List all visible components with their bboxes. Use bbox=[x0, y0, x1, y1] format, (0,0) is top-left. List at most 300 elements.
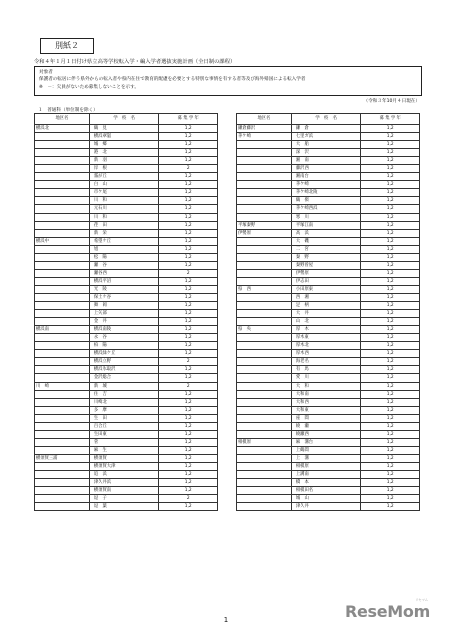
district-cell bbox=[237, 189, 292, 197]
school-cell: 大和東 bbox=[291, 406, 361, 414]
logo-ruby: リセマム bbox=[415, 598, 428, 602]
table-row bbox=[237, 495, 420, 503]
years-cell: 1,2 bbox=[159, 173, 218, 181]
school-cell: 金 井 bbox=[89, 318, 159, 326]
years-cell: 1,2 bbox=[159, 334, 218, 342]
resemom-logo bbox=[344, 600, 430, 622]
years-cell: 1,2 bbox=[361, 133, 420, 141]
school-cell: 上 溝 bbox=[291, 454, 361, 462]
district-cell bbox=[35, 438, 90, 446]
section-title: １ 普通科（単位制を除く） bbox=[38, 108, 98, 113]
table-row bbox=[35, 366, 218, 374]
years-cell: 1,2 bbox=[159, 487, 218, 495]
school-cell: 大 磯 bbox=[291, 237, 361, 245]
table-row bbox=[237, 390, 420, 398]
district-cell bbox=[237, 350, 292, 358]
school-cell: 秦野曽屋 bbox=[291, 261, 361, 269]
district-cell bbox=[35, 390, 90, 398]
school-cell: 金沢総合 bbox=[89, 374, 159, 382]
district-cell bbox=[35, 503, 90, 511]
district-cell bbox=[237, 430, 292, 438]
years-cell: 1,2 bbox=[159, 205, 218, 213]
district-cell bbox=[35, 479, 90, 487]
years-cell: 1,2 bbox=[361, 446, 420, 454]
header-district: 地区名 bbox=[35, 114, 90, 125]
table-row bbox=[237, 221, 420, 229]
school-cell: 鶴 見 bbox=[89, 125, 159, 133]
table-row bbox=[35, 125, 218, 133]
table-row bbox=[35, 133, 218, 141]
table-row bbox=[237, 334, 420, 342]
district-cell bbox=[35, 350, 90, 358]
school-cell: 相模原 bbox=[291, 462, 361, 470]
table-row bbox=[237, 141, 420, 149]
school-cell: 津久井 bbox=[291, 503, 361, 511]
school-cell: 湘南台 bbox=[291, 173, 361, 181]
district-cell: 平塚秦野 bbox=[237, 221, 292, 229]
school-cell: 松 陽 bbox=[89, 253, 159, 261]
district-cell: 伊勢原 bbox=[237, 229, 292, 237]
years-cell: 1,2 bbox=[361, 277, 420, 285]
table-row bbox=[237, 245, 420, 253]
table-row bbox=[35, 414, 218, 422]
years-cell: 1,2 bbox=[361, 173, 420, 181]
notice-line-1: 保護者の転居に伴う県外からの転入者や県内在住で教育的配慮を必要とする特別な事情を有する者等及び海外帰国による転入学者 bbox=[39, 77, 306, 82]
table-row bbox=[35, 342, 218, 350]
table-row bbox=[35, 358, 218, 366]
years-cell: 1,2 bbox=[361, 165, 420, 173]
school-cell: 旭 bbox=[89, 245, 159, 253]
district-cell bbox=[35, 245, 90, 253]
district-cell bbox=[35, 334, 90, 342]
district-cell bbox=[35, 446, 90, 454]
years-cell: 1,2 bbox=[159, 133, 218, 141]
years-cell: 1,2 bbox=[361, 237, 420, 245]
district-cell bbox=[237, 302, 292, 310]
school-cell: 伊勢原 bbox=[291, 269, 361, 277]
table-row bbox=[35, 398, 218, 406]
years-cell: 1,2 bbox=[159, 318, 218, 326]
years-cell: 1,2 bbox=[361, 454, 420, 462]
table-row bbox=[237, 181, 420, 189]
years-cell: 1,2 bbox=[159, 479, 218, 487]
school-cell: 追 浜 bbox=[89, 471, 159, 479]
school-cell: 逗 子 bbox=[89, 495, 159, 503]
years-cell: 1,2 bbox=[159, 454, 218, 462]
table-row bbox=[35, 422, 218, 430]
years-cell: 1,2 bbox=[361, 422, 420, 430]
district-cell bbox=[237, 390, 292, 398]
school-cell: 川 和 bbox=[89, 197, 159, 205]
school-cell: 鶴 嶺 bbox=[291, 197, 361, 205]
table-row bbox=[237, 205, 420, 213]
years-cell: 1,2 bbox=[361, 221, 420, 229]
district-cell bbox=[35, 430, 90, 438]
table-row bbox=[35, 479, 218, 487]
table-row bbox=[237, 269, 420, 277]
table-row bbox=[237, 430, 420, 438]
school-cell: 七里ガ浜 bbox=[291, 133, 361, 141]
district-cell bbox=[237, 269, 292, 277]
district-cell bbox=[35, 253, 90, 261]
table-row bbox=[35, 269, 218, 277]
district-cell bbox=[35, 269, 90, 277]
table-row bbox=[35, 237, 218, 245]
table-row bbox=[237, 358, 420, 366]
years-cell: 1,2 bbox=[361, 197, 420, 205]
years-cell: 1,2 bbox=[159, 229, 218, 237]
district-cell bbox=[237, 277, 292, 285]
years-cell: 1,2 bbox=[361, 285, 420, 293]
school-cell: 小田原東 bbox=[291, 285, 361, 293]
school-cell: 平塚江南 bbox=[291, 221, 361, 229]
years-cell: 1,2 bbox=[159, 430, 218, 438]
district-cell bbox=[237, 471, 292, 479]
district-cell bbox=[35, 157, 90, 165]
years-cell: 1,2 bbox=[361, 189, 420, 197]
years-cell: 1,2 bbox=[159, 221, 218, 229]
table-row bbox=[35, 173, 218, 181]
district-cell bbox=[237, 157, 292, 165]
district-cell bbox=[237, 181, 292, 189]
table-row bbox=[237, 479, 420, 487]
school-cell: 高 浜 bbox=[291, 229, 361, 237]
years-cell: 1,2 bbox=[361, 141, 420, 149]
years-cell: 1,2 bbox=[361, 487, 420, 495]
table-row bbox=[237, 293, 420, 301]
table-row bbox=[237, 237, 420, 245]
table-row bbox=[237, 382, 420, 390]
school-cell: 瀬谷西 bbox=[89, 269, 159, 277]
table-row bbox=[237, 165, 420, 173]
years-cell: 1,2 bbox=[361, 390, 420, 398]
school-cell: 厚 木 bbox=[291, 326, 361, 334]
school-cell: 瀬 谷 bbox=[89, 261, 159, 269]
years-cell: 1,2 bbox=[361, 293, 420, 301]
district-cell bbox=[35, 414, 90, 422]
school-cell: 霧が丘 bbox=[89, 173, 159, 181]
as-of-date: （令和３年10月４日現在） bbox=[363, 99, 420, 104]
school-cell: 横須賀南 bbox=[89, 487, 159, 495]
years-cell: 1,2 bbox=[361, 181, 420, 189]
table-row bbox=[35, 350, 218, 358]
district-cell bbox=[237, 503, 292, 511]
years-cell: 1,2 bbox=[159, 462, 218, 470]
district-cell: 横浜南 bbox=[35, 326, 90, 334]
logo-text: ReseMom bbox=[344, 602, 430, 621]
table-row bbox=[35, 318, 218, 326]
school-cell: 逗 葉 bbox=[89, 503, 159, 511]
school-cell: 綾 瀬 bbox=[291, 422, 361, 430]
district-cell bbox=[35, 422, 90, 430]
years-cell: 1,2 bbox=[159, 253, 218, 261]
district-cell: 茅ケ崎 bbox=[237, 133, 292, 141]
years-cell: 1,2 bbox=[159, 141, 218, 149]
page-number: 1 bbox=[223, 616, 229, 624]
school-cell: 上鶴間 bbox=[291, 446, 361, 454]
table-row bbox=[237, 414, 420, 422]
school-cell: 舞 岡 bbox=[89, 302, 159, 310]
school-cell: 山 北 bbox=[291, 318, 361, 326]
district-cell bbox=[35, 366, 90, 374]
years-cell: 1,2 bbox=[361, 245, 420, 253]
years-cell: 1,2 bbox=[159, 302, 218, 310]
district-cell bbox=[35, 197, 90, 205]
district-cell bbox=[35, 318, 90, 326]
years-cell: 1,2 bbox=[159, 310, 218, 318]
years-cell: 1,2 bbox=[159, 406, 218, 414]
years-cell: 1,2 bbox=[361, 253, 420, 261]
table-row bbox=[237, 149, 420, 157]
document-title: 令和４年１月１日付け県立高等学校転入学・編入学者選抜実施計画（全日制の課程） bbox=[34, 59, 236, 65]
years-cell: 1,2 bbox=[159, 285, 218, 293]
school-cell: 生田東 bbox=[89, 430, 159, 438]
years-cell: 2 bbox=[159, 495, 218, 503]
table-row bbox=[237, 350, 420, 358]
years-cell: 1,2 bbox=[361, 342, 420, 350]
school-table-left bbox=[34, 113, 218, 511]
years-cell: 1,2 bbox=[361, 438, 420, 446]
table-row bbox=[35, 293, 218, 301]
table-row bbox=[237, 462, 420, 470]
table-row bbox=[237, 454, 420, 462]
school-cell: 生 田 bbox=[89, 414, 159, 422]
years-cell: 1,2 bbox=[361, 366, 420, 374]
district-cell bbox=[35, 406, 90, 414]
district-cell bbox=[35, 149, 90, 157]
district-cell bbox=[237, 406, 292, 414]
years-cell: 1,2 bbox=[159, 398, 218, 406]
table-row bbox=[35, 326, 218, 334]
table-row bbox=[35, 285, 218, 293]
district-cell bbox=[237, 342, 292, 350]
table-row bbox=[237, 326, 420, 334]
years-cell: 1,2 bbox=[159, 245, 218, 253]
school-cell: 城 郷 bbox=[89, 141, 159, 149]
school-cell: 寒 川 bbox=[291, 213, 361, 221]
district-cell bbox=[35, 133, 90, 141]
years-cell: 1,2 bbox=[361, 503, 420, 511]
years-cell: 1,2 bbox=[159, 125, 218, 133]
school-cell: 海老名 bbox=[291, 358, 361, 366]
district-cell bbox=[35, 358, 90, 366]
years-cell: 1,2 bbox=[159, 350, 218, 358]
table-row bbox=[35, 181, 218, 189]
table-row bbox=[237, 342, 420, 350]
years-cell: 1,2 bbox=[159, 414, 218, 422]
district-cell bbox=[35, 181, 90, 189]
district-cell bbox=[35, 213, 90, 221]
table-row bbox=[35, 213, 218, 221]
table-row bbox=[237, 173, 420, 181]
school-cell: 藤沢西 bbox=[291, 165, 361, 173]
table-row bbox=[237, 197, 420, 205]
school-cell: 厚木西 bbox=[291, 350, 361, 358]
table-row bbox=[237, 406, 420, 414]
district-cell: 相模原 bbox=[237, 438, 292, 446]
years-cell: 1,2 bbox=[159, 293, 218, 301]
years-cell: 1,2 bbox=[361, 326, 420, 334]
school-cell: 大 船 bbox=[291, 141, 361, 149]
school-cell: 保土ケ谷 bbox=[89, 293, 159, 301]
table-row bbox=[237, 285, 420, 293]
years-cell: 1,2 bbox=[159, 326, 218, 334]
district-cell bbox=[237, 293, 292, 301]
years-cell: 1,2 bbox=[361, 462, 420, 470]
years-cell: 1,2 bbox=[159, 157, 218, 165]
district-cell bbox=[237, 487, 292, 495]
sheet-label: 別紙２ bbox=[40, 38, 94, 54]
years-cell: 1,2 bbox=[159, 438, 218, 446]
years-cell: 1,2 bbox=[159, 197, 218, 205]
table-row bbox=[35, 454, 218, 462]
school-cell: 橋 本 bbox=[291, 479, 361, 487]
school-cell: 麻 溝台 bbox=[291, 438, 361, 446]
years-cell: 1,2 bbox=[361, 495, 420, 503]
school-cell: 横浜立野 bbox=[89, 358, 159, 366]
table-row bbox=[237, 189, 420, 197]
school-cell: 茅ケ崎北陵 bbox=[291, 189, 361, 197]
years-cell: 1,2 bbox=[159, 342, 218, 350]
years-cell: 1,2 bbox=[159, 446, 218, 454]
district-cell bbox=[35, 221, 90, 229]
table-row bbox=[35, 406, 218, 414]
school-cell: 新 栄 bbox=[89, 229, 159, 237]
school-cell: 厚木北 bbox=[291, 342, 361, 350]
table-row bbox=[237, 229, 420, 237]
district-cell bbox=[237, 213, 292, 221]
table-row bbox=[35, 221, 218, 229]
school-cell: 市ケ尾 bbox=[89, 189, 159, 197]
school-cell: 荏 田 bbox=[89, 221, 159, 229]
table-row bbox=[237, 302, 420, 310]
district-cell bbox=[237, 173, 292, 181]
table-row bbox=[237, 438, 420, 446]
district-cell: 県 西 bbox=[237, 285, 292, 293]
district-cell bbox=[35, 462, 90, 470]
district-cell bbox=[35, 374, 90, 382]
district-cell bbox=[35, 398, 90, 406]
district-cell bbox=[237, 141, 292, 149]
district-cell bbox=[237, 382, 292, 390]
table-row bbox=[35, 503, 218, 511]
years-cell: 1,2 bbox=[361, 213, 420, 221]
district-cell bbox=[35, 189, 90, 197]
years-cell: 1,2 bbox=[361, 310, 420, 318]
district-cell bbox=[35, 293, 90, 301]
school-cell: 元石川 bbox=[89, 205, 159, 213]
school-cell: 大 和 bbox=[291, 382, 361, 390]
district-cell: 鎌倉藤沢 bbox=[237, 125, 292, 133]
years-cell: 2 bbox=[159, 165, 218, 173]
header-school: 学 校 名 bbox=[291, 114, 361, 125]
table-row bbox=[237, 261, 420, 269]
school-cell: 百合丘 bbox=[89, 422, 159, 430]
years-cell: 1,2 bbox=[361, 149, 420, 157]
years-cell: 1,2 bbox=[361, 430, 420, 438]
table-row bbox=[35, 430, 218, 438]
district-cell bbox=[237, 149, 292, 157]
table-row bbox=[35, 390, 218, 398]
table-row bbox=[35, 495, 218, 503]
table-row bbox=[35, 197, 218, 205]
school-cell: 永 谷 bbox=[89, 334, 159, 342]
table-row bbox=[35, 149, 218, 157]
table-row bbox=[35, 229, 218, 237]
school-cell: 西 湘 bbox=[291, 293, 361, 301]
table-row bbox=[237, 318, 420, 326]
years-cell: 1,2 bbox=[361, 471, 420, 479]
school-cell: 大和西 bbox=[291, 398, 361, 406]
school-cell: 座 間 bbox=[291, 414, 361, 422]
school-cell: 足 柄 bbox=[291, 302, 361, 310]
school-cell: 光 陵 bbox=[89, 285, 159, 293]
school-cell: 岸 根 bbox=[89, 165, 159, 173]
years-cell: 1,2 bbox=[159, 149, 218, 157]
years-cell: 1,2 bbox=[361, 358, 420, 366]
years-cell: 1,2 bbox=[361, 269, 420, 277]
district-cell bbox=[35, 229, 90, 237]
years-cell: 1,2 bbox=[159, 261, 218, 269]
table-row bbox=[35, 334, 218, 342]
school-cell: 横須賀大津 bbox=[89, 462, 159, 470]
district-cell bbox=[237, 462, 292, 470]
years-cell: 1,2 bbox=[361, 414, 420, 422]
school-cell: 住 吉 bbox=[89, 390, 159, 398]
table-row bbox=[35, 205, 218, 213]
district-cell bbox=[237, 422, 292, 430]
years-cell: 1,2 bbox=[361, 318, 420, 326]
table-row bbox=[237, 157, 420, 165]
district-cell bbox=[237, 253, 292, 261]
table-row bbox=[35, 253, 218, 261]
years-cell: 2 bbox=[159, 358, 218, 366]
years-cell: 1,2 bbox=[361, 302, 420, 310]
district-cell bbox=[237, 318, 292, 326]
school-cell: 新 羽 bbox=[89, 157, 159, 165]
district-cell bbox=[237, 495, 292, 503]
school-cell: 港 北 bbox=[89, 149, 159, 157]
school-cell: 厚木東 bbox=[291, 334, 361, 342]
years-cell: 1,2 bbox=[159, 213, 218, 221]
district-cell bbox=[35, 165, 90, 173]
years-cell: 1,2 bbox=[159, 277, 218, 285]
school-table-right bbox=[236, 113, 420, 511]
school-cell: 相模田名 bbox=[291, 487, 361, 495]
school-cell: 湘 南 bbox=[291, 157, 361, 165]
school-cell: 横浜平沼 bbox=[89, 277, 159, 285]
table-row bbox=[237, 310, 420, 318]
table-row bbox=[237, 213, 420, 221]
school-cell: 津久井浜 bbox=[89, 479, 159, 487]
school-cell: 愛 川 bbox=[291, 374, 361, 382]
years-cell: 1,2 bbox=[361, 406, 420, 414]
school-cell: 菅 bbox=[89, 438, 159, 446]
table-row bbox=[35, 189, 218, 197]
school-cell: 深 沢 bbox=[291, 149, 361, 157]
district-cell bbox=[35, 205, 90, 213]
district-cell bbox=[237, 310, 292, 318]
school-cell: 茅ケ崎西浜 bbox=[291, 205, 361, 213]
school-cell: 横浜南陵 bbox=[89, 326, 159, 334]
table-row bbox=[35, 165, 218, 173]
school-cell: 柏 陽 bbox=[89, 342, 159, 350]
years-cell: 1,2 bbox=[361, 229, 420, 237]
school-cell: 横浜翠嵐 bbox=[89, 133, 159, 141]
district-cell bbox=[35, 342, 90, 350]
district-cell bbox=[35, 261, 90, 269]
district-cell bbox=[237, 446, 292, 454]
